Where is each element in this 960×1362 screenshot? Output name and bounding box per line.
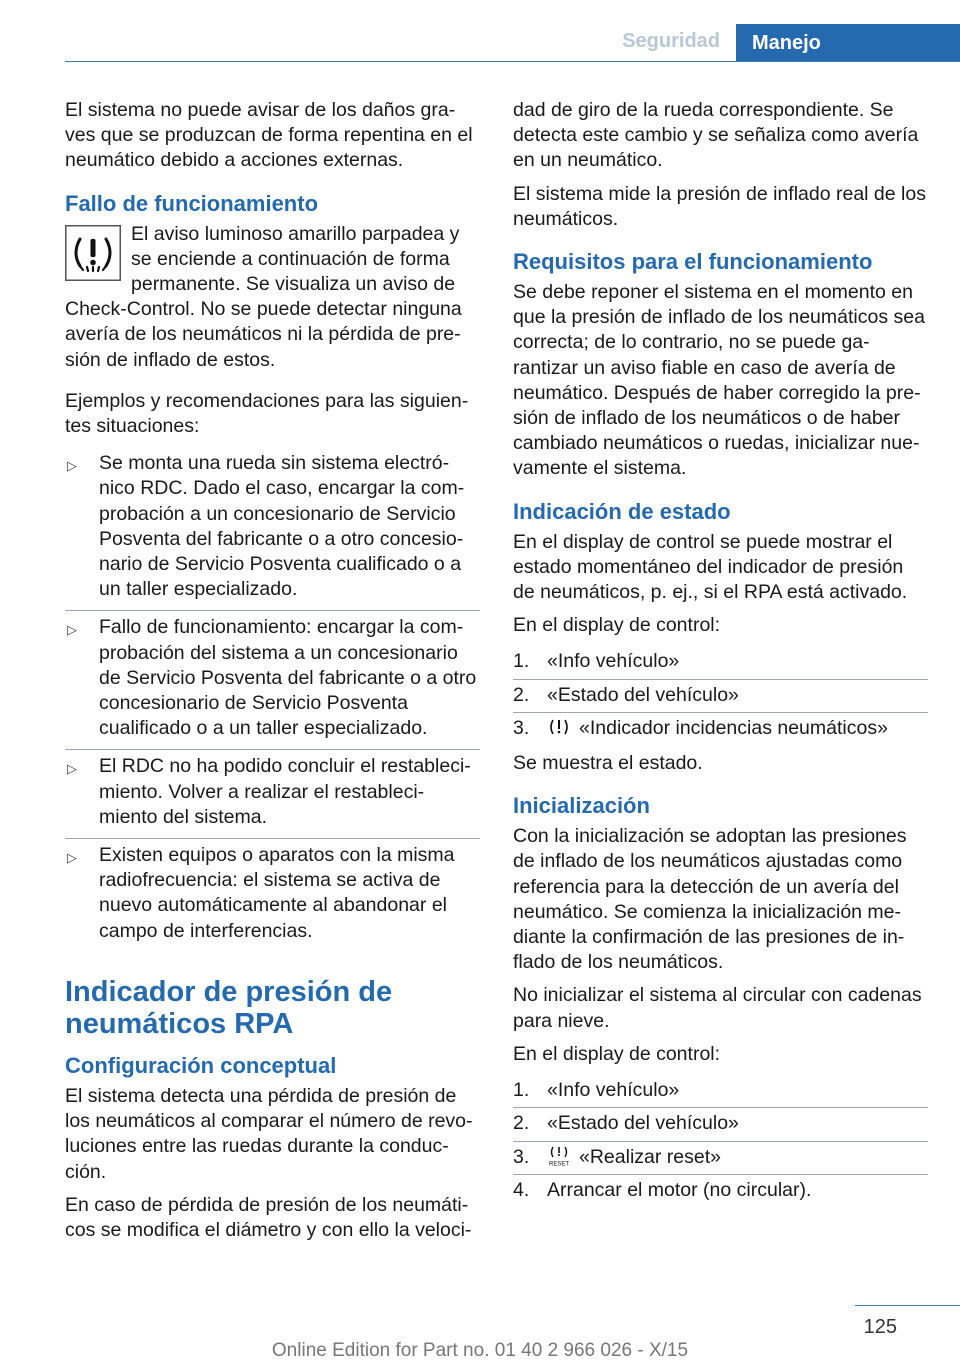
intro-paragraph: El sistema no puede avisar de los daños gra- ves que se produzcan de forma repentina en el neumático debido a acciones externas.: [65, 99, 473, 172]
step-number: 1.: [513, 1079, 530, 1102]
continued-paragraph: dad de giro de la rueda correspondiente. Se detecta este cambio y se señaliza como avería en un neumático.: [513, 99, 919, 172]
examples-intro: Ejemplos y recomendaciones para las siguien- tes situaciones:: [65, 389, 469, 438]
list-item: [65, 750, 480, 839]
left-column: [65, 98, 480, 1251]
status-text: En el display de control se puede mostrar el estado momentáneo del indicador de presión de neumáticos, p. ej., si el RPA está activado.: [513, 530, 908, 604]
list-item-text: Se monta una rueda sin sistema electró- nico RDC. Dado el caso, encargar la com- probación a un concesionario de Servicio Posventa del fabricante o a otro concesio- nario de Servicio Posventa cualificado o a un taller especializado.: [99, 452, 465, 601]
malfunction-heading: Fallo de funcionamiento: [65, 190, 319, 216]
tab-seguridad[interactable]: Seguridad: [622, 30, 720, 52]
requirements-text: Se debe reponer el sistema en el momento en que la presión de inflado de los neumáticos sea correcta; de lo contrario, no se puede ga- rantizar un aviso fiable en caso de avería de neumático. Después de haber corregido la pre- sión de inflado de los neumáticos o de haber cambiado neumáticos o ruedas, inicializar nue- vamente el sistema.: [513, 281, 925, 480]
list-item-text: Fallo de funcionamiento: encargar la com- probación del sistema a un concesionario de Servicio Posventa del fabricante o a otro concesionario de Servicio Posventa cualificado o a un taller especializado.: [99, 616, 477, 740]
step-number: 4.: [513, 1178, 530, 1201]
status-steps: [513, 646, 928, 745]
init-warning: No inicializar el sistema al circular con cadenas para nieve.: [513, 984, 922, 1032]
list-item: [513, 1142, 928, 1175]
right-column: [513, 98, 928, 1213]
tire-reset-icon: [547, 1145, 571, 1167]
concept-paragraph-2: En caso de pérdida de presión de los neumáti- cos se modifica el diámetro y con ello la veloci-: [65, 1193, 472, 1241]
footer-rule: [855, 1305, 960, 1306]
init-steps: [513, 1075, 928, 1207]
step-number: 2.: [513, 683, 530, 706]
tab-manejo[interactable]: Manejo: [736, 24, 960, 62]
init-heading: Inicialización: [513, 793, 650, 819]
measure-paragraph: El sistema mide la presión de inflado real de los neumáticos.: [513, 182, 926, 230]
step-number: 2.: [513, 1112, 530, 1135]
page-number: 125: [863, 1316, 897, 1338]
list-item: [513, 1175, 928, 1207]
list-item: [65, 839, 480, 952]
init-text: Con la inicialización se adoptan las presiones de inflado de los neumáticos ajustadas como referencia para la detección de un avería del neumático. Se comienza la inicialización me- diante la confirmación de las presiones de in- flado de los neumáticos.: [513, 825, 907, 974]
list-item-text: El RDC no ha podido concluir el restableci- miento. Volver a realizar el restableci- miento del sistema.: [99, 755, 471, 828]
malfunction-text: El aviso luminoso amarillo parpadea y se enciende a continuación de forma permanente. Se visualiza un aviso de Check-Control. No se puede detectar ninguna avería de los neumáticos ni la pérdida de pre- sión de inflado de estos.: [65, 222, 462, 371]
tire-warning-icon: [547, 716, 571, 738]
tire-pressure-warning-icon: [65, 225, 121, 281]
status-heading: Indicación de estado: [513, 498, 731, 524]
examples-list: [65, 447, 480, 952]
step-text: «Indicador incidencias neumáticos»: [579, 716, 888, 739]
list-item: [513, 680, 928, 713]
step-number: 3.: [513, 1145, 530, 1168]
step-text: «Estado del vehículo»: [547, 683, 739, 706]
triangle-bullet-icon: ▷: [67, 761, 77, 777]
step-text: «Info vehículo»: [547, 650, 680, 673]
malfunction-block: [65, 222, 480, 381]
step-text: Arrancar el motor (no circular).: [547, 1178, 812, 1201]
list-item: [65, 611, 480, 750]
edition-note: Online Edition for Part no. 01 40 2 966 026 - X/15: [271, 1340, 689, 1361]
reset-icon-label: RESET: [548, 1161, 570, 1167]
header-rule: [65, 61, 960, 62]
list-item: [513, 713, 928, 745]
step-number: 3.: [513, 716, 530, 739]
init-display-label: En el display de control:: [513, 1042, 721, 1065]
rpa-heading: Indicador de presión de neumáticos RPA: [65, 975, 393, 1040]
page-header: [65, 24, 960, 62]
triangle-bullet-icon: ▷: [67, 622, 77, 638]
step-text: «Realizar reset»: [579, 1145, 721, 1168]
status-display-label: En el display de control:: [513, 614, 721, 637]
status-result: Se muestra el estado.: [513, 752, 703, 775]
list-item: [65, 447, 480, 611]
requirements-heading: Requisitos para el funcionamiento: [513, 249, 873, 275]
step-text: «Info vehículo»: [547, 1079, 680, 1102]
list-item: [513, 646, 928, 679]
step-number: 1.: [513, 650, 530, 673]
list-item: [513, 1108, 928, 1141]
concept-paragraph-1: El sistema detecta una pérdida de presión de los neumáticos al comparar el número de revo- luciones entre las ruedas durante la conduc- ción.: [65, 1084, 473, 1183]
triangle-bullet-icon: ▷: [67, 458, 77, 474]
list-item: [513, 1075, 928, 1108]
list-item-text: Existen equipos o aparatos con la misma radiofrecuencia: el sistema se activa de nuevo automáticamente al abandonar el campo de interferencias.: [99, 844, 455, 942]
step-text: «Estado del vehículo»: [547, 1112, 739, 1135]
triangle-bullet-icon: ▷: [67, 850, 77, 866]
concept-heading: Configuración conceptual: [65, 1052, 337, 1078]
